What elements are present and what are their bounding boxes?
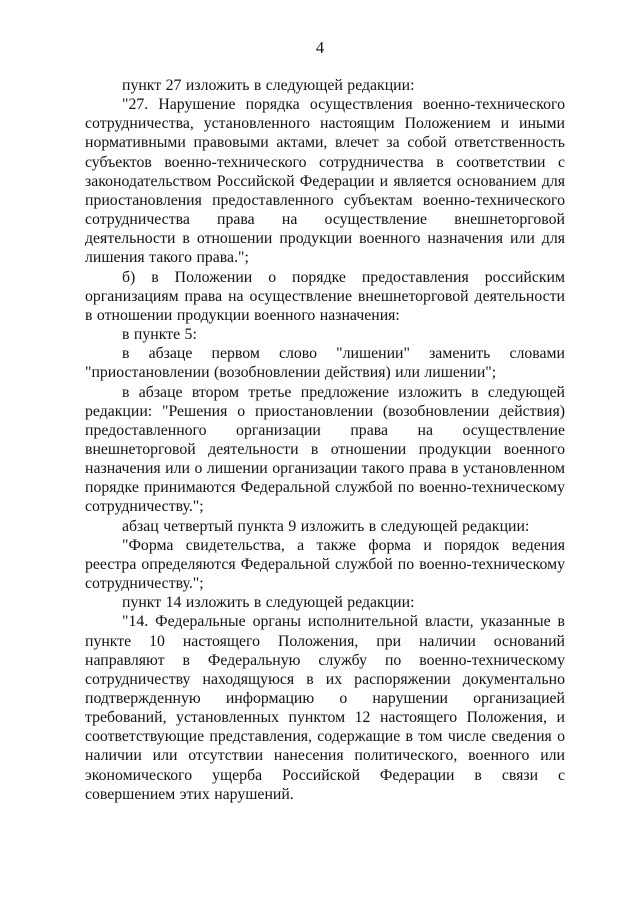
document-body: [85, 76, 565, 804]
paragraph-clause-14-text: "14. Федеральные органы исполнительной власти, указанные в пункте 10 настоящего Положения, при наличии оснований направляют в Федеральную службу по военно-техническому сотрудничеству находящуюся в их распоряжении документально подтвержденную информацию о нарушении организацией требований, установленных пунктом 12 настоящего Положения, и соответствующие представления, содержащие в том числе сведения о наличии или отсутствии нанесения политического, военного или экономического ущерба Российской Федерации в связи с совершением этих нарушений.: [85, 613, 565, 803]
paragraph-clause-27-text: "27. Нарушение порядка осуществления военно-технического сотрудничества, установленного настоящим Положением и иными нормативными правовыми актами, влечет за собой ответственность субъектов военно-технического сотрудничества в соответствии с законодательством Российской Федерации и является основанием для приостановления предоставленного субъектам военно-технического сотрудничества права на осуществление внешнеторговой деятельности в отношении продукции военного назначения или для лишения такого права.";: [85, 96, 565, 267]
paragraph-clause-27-intro: пункт 27 изложить в следующей редакции:: [122, 77, 415, 94]
paragraph-first-subclause: в абзаце первом слово "лишении" заменить словами "приостановлении (возобновлении действия) или лишении";: [85, 345, 565, 382]
paragraph-second-subclause: в абзаце втором третье предложение изложить в следующей редакции: "Решения о приостановлении (возобновлении действия) предоставленного организации права на осуществление внешнеторговой деятельности в отношении продукции военного назначения или о лишении организации такого права в установленном порядке принимаются Федеральной службой по военно-техническому сотрудничеству.";: [85, 383, 565, 516]
paragraph-clause-14-intro: пункт 14 изложить в следующей редакции:: [122, 594, 415, 612]
page-number: 4: [315, 38, 325, 57]
paragraph-clause-9-intro: абзац четвертый пункта 9 изложить в следующей редакции:: [122, 517, 530, 535]
paragraph-clause-5-intro: в пункте 5:: [122, 326, 197, 344]
paragraph-regulation-b: б) в Положении о порядке предоставления российским организациям права на осуществление внешнеторговой деятельности в отношении продукции военного назначения:: [85, 268, 565, 324]
paragraph-clause-9-text: "Форма свидетельства, а также форма и порядок ведения реестра определяются Федеральной службой по военно-техническому сотрудничеству.";: [85, 536, 565, 593]
